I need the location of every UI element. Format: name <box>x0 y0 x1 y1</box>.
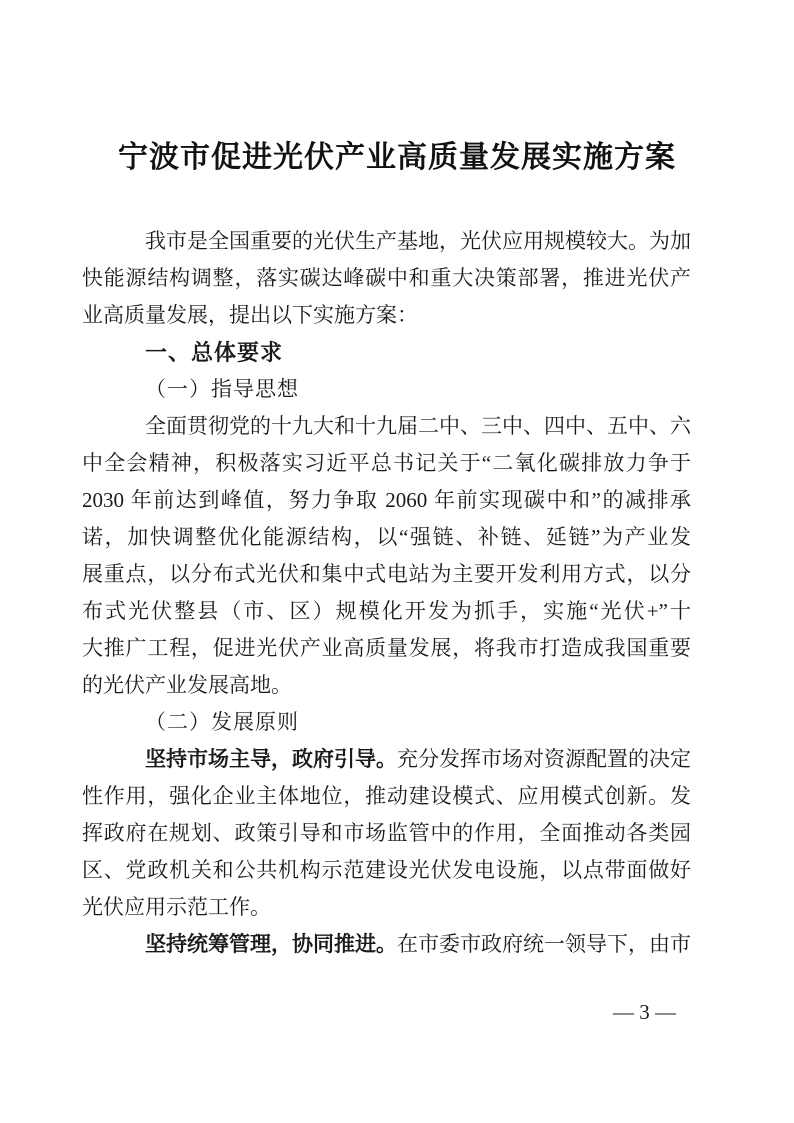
body-line: 布式光伏整县（市、区）规模化开发为抓手，实施“光伏+”十 <box>82 599 691 623</box>
body-line: 诺，加快调整优化能源结构，以“强链、补链、延链”为产业发 <box>82 525 691 549</box>
document-body <box>82 223 691 963</box>
body-line: 区、党政机关和公共机构示范建设光伏发电设施，以点带面做好 <box>82 858 691 882</box>
body-line: 性作用，强化企业主体地位，推动建设模式、应用模式创新。发 <box>82 784 691 808</box>
body-line: 全面贯彻党的十九大和十九届二中、三中、四中、五中、六 <box>145 414 691 438</box>
body-line: 我市是全国重要的光伏生产基地，光伏应用规模较大。为加 <box>145 229 691 253</box>
body-text: 在市委市政府统一领导下，由市 <box>397 932 691 956</box>
body-line: 的光伏产业发展高地。 <box>82 673 292 697</box>
body-line <box>82 926 691 963</box>
body-line: 光伏应用示范工作。 <box>82 895 271 919</box>
page-number: — 3 — <box>613 1000 676 1024</box>
body-line: 2030 年前达到峰值，努力争取 2060 年前实现碳中和”的减排承 <box>82 488 691 512</box>
bold-lead: 坚持统筹管理，协同推进。 <box>145 932 397 956</box>
body-line: 大推广工程，促进光伏产业高质量发展，将我市打造成我国重要 <box>82 636 691 660</box>
body-line <box>82 741 691 778</box>
subsection-heading-2: （二）发展原则 <box>145 710 299 734</box>
body-line: 快能源结构调整，落实碳达峰碳中和重大决策部署，推进光伏产 <box>82 266 691 290</box>
subsection-heading-1: （一）指导思想 <box>145 377 299 401</box>
body-line: 业高质量发展，提出以下实施方案： <box>82 303 418 327</box>
body-line: 挥政府在规划、政策引导和市场监管中的作用，全面推动各类园 <box>82 821 691 845</box>
body-line: 展重点，以分布式光伏和集中式电站为主要开发利用方式，以分 <box>82 562 691 586</box>
body-line: 中全会精神，积极落实习近平总书记关于“二氧化碳排放力争于 <box>82 451 691 475</box>
bold-lead: 坚持市场主导，政府引导。 <box>145 747 397 771</box>
body-text: 充分发挥市场对资源配置的决定 <box>397 747 691 771</box>
document-title: 宁波市促进光伏产业高质量发展实施方案 <box>118 141 676 174</box>
section-heading-1: 一、总体要求 <box>145 340 284 365</box>
